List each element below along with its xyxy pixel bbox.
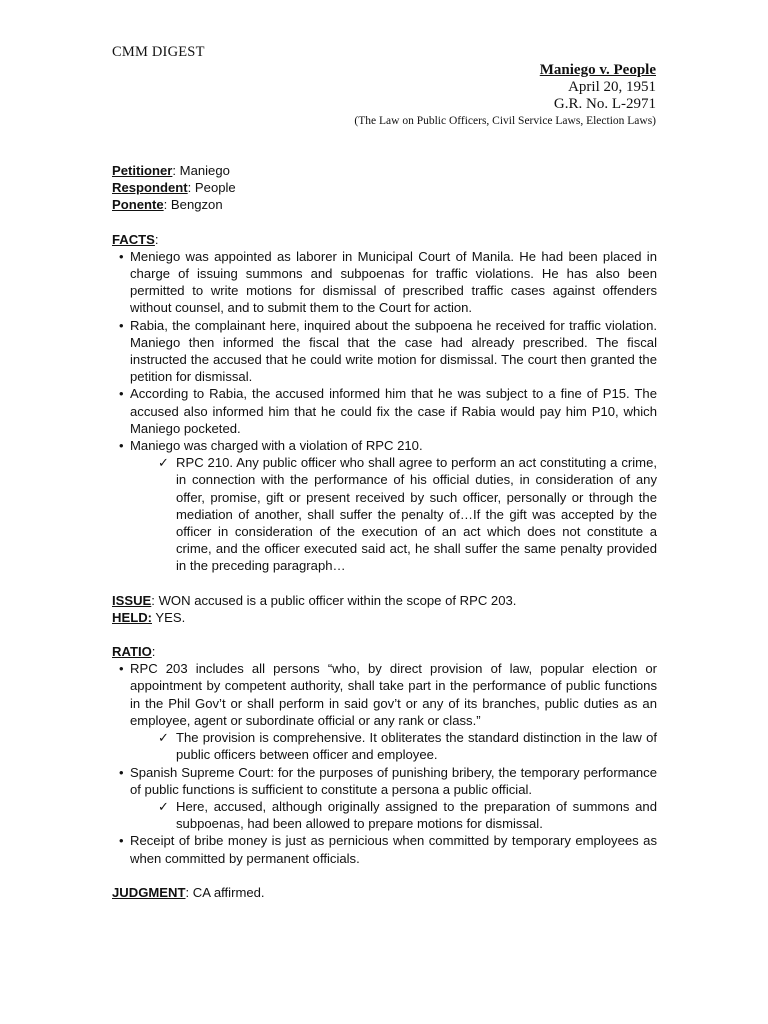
digest-body: [112, 162, 657, 901]
ratio-list: [112, 660, 657, 866]
held-label: HELD:: [112, 609, 153, 625]
ratio-item-text: Spanish Supreme Court: for the purposes of punishing bribery, the temporary performance of public functions is sufficient to constitute a persona a public official.: [130, 764, 657, 797]
facts-colon: :: [154, 231, 159, 247]
ratio-subitem-text: Here, accused, although originally assigned to the preparation of summons and subpoenas, had been allowed to prepare motions for dismissal.: [176, 798, 657, 832]
ratio-colon: :: [151, 644, 156, 660]
ponente-line: [112, 196, 657, 213]
facts-list: [112, 248, 657, 575]
petitioner-line: [112, 162, 657, 179]
respondent-label: Respondent: [112, 180, 188, 196]
facts-item-text: Meniego was appointed as laborer in Municipal Court of Manila. He had been placed in charge of issuing summons and subpoenas for traffic violations. He has also been permitted to write motions for dismissal of prescribed traffic cases against offenders without counsel, and to submit them to the Court for action.: [130, 248, 657, 316]
spacer: [112, 867, 657, 884]
issue-text: : WON accused is a public officer within the scope of RPC 203.: [151, 592, 517, 608]
bullet-icon: •: [119, 386, 124, 402]
held-text: YES.: [152, 609, 186, 625]
judgment-label: JUDGMENT: [112, 884, 186, 900]
facts-subitem-text: RPC 210. Any public officer who shall agree to perform an act constituting a crime, in connection with the performance of his official duties, in consideration of any offer, promise, gift or present received by such officer, personally or through the mediation of another, shall suffer the penalty of…If the gift was accepted by the officer in consideration of the execution of an act which does not constitute a crime, and the officer executed said act, he shall suffer the same penalty provided in the preceding paragraph…: [176, 455, 657, 574]
petitioner-value: : Maniego: [172, 163, 230, 178]
issue-line: [112, 592, 657, 609]
ratio-item: [112, 660, 657, 763]
held-line: [112, 609, 657, 626]
ratio-item-text: Receipt of bribe money is just as pernicious when committed by temporary employees as when committed by permanent officials.: [130, 833, 657, 866]
bullet-icon: •: [119, 764, 124, 780]
facts-item-text: According to Rabia, the accused informed him that he was subject to a fine of P15. The accused also informed him that he could fix the case if Rabia would pay him P10, which Maniego pocketed.: [130, 386, 657, 436]
check-icon: ✓: [158, 798, 169, 814]
petitioner-label: Petitioner: [112, 163, 173, 178]
case-header: [354, 62, 656, 130]
ratio-item-text: RPC 203 includes all persons “who, by direct provision of law, popular election or appointment by competent authority, shall take part in the performance of public functions in the Phil Gov’t or shall perform in said gov’t or any of its branches, public duties as an employee, agent or subordinate official or any rank or class.”: [130, 661, 657, 728]
ratio-subitem: [158, 729, 657, 763]
bullet-icon: •: [119, 661, 124, 677]
case-date: April 20, 1951: [568, 79, 656, 95]
respondent-value: : People: [187, 180, 236, 196]
facts-heading: [112, 231, 657, 248]
bullet-icon: •: [119, 438, 124, 454]
ratio-item: [112, 764, 657, 833]
case-gr-number: G.R. No. L-2971: [553, 96, 656, 112]
facts-item: [112, 385, 657, 437]
facts-item: [112, 437, 657, 575]
ratio-subitem-text: The provision is comprehensive. It obliterates the standard distinction in the law of public officers between officer and employee.: [176, 730, 657, 763]
facts-label: FACTS: [112, 231, 155, 247]
facts-subitem: [158, 454, 657, 574]
check-icon: ✓: [158, 730, 169, 746]
ratio-sublist: [130, 798, 657, 832]
case-topic: (The Law on Public Officers, Civil Service Laws, Election Laws): [354, 115, 656, 127]
ratio-subitem: [158, 798, 657, 832]
facts-item: [112, 317, 657, 386]
digest-label: CMM DIGEST: [112, 44, 205, 60]
judgment-line: [112, 884, 657, 901]
spacer: [112, 575, 657, 592]
judgment-text: : CA affirmed.: [185, 884, 265, 900]
facts-item-text: Rabia, the complainant here, inquired about the subpoena he received for traffic violation. Maniego then informed the fiscal that the case had already prescribed. The fiscal instructed the accused that he could write motion for dismissal. The court then granted the petition for dismissal.: [130, 317, 657, 385]
check-icon: ✓: [158, 455, 169, 471]
respondent-line: [112, 179, 657, 196]
bullet-icon: •: [119, 833, 124, 849]
issue-label: ISSUE: [112, 592, 152, 608]
ponente-value: : Bengzon: [163, 197, 223, 213]
facts-item: [112, 248, 657, 317]
ratio-label: RATIO: [112, 644, 152, 660]
facts-sublist: [130, 454, 657, 574]
ratio-heading: [112, 643, 657, 660]
case-title: Maniego v. People: [539, 62, 656, 78]
bullet-icon: •: [119, 248, 124, 264]
ponente-label: Ponente: [112, 197, 164, 213]
bullet-icon: •: [119, 317, 124, 333]
ratio-sublist: [130, 729, 657, 763]
ratio-item: [112, 832, 657, 866]
facts-item-text: Maniego was charged with a violation of RPC 210.: [130, 438, 423, 454]
